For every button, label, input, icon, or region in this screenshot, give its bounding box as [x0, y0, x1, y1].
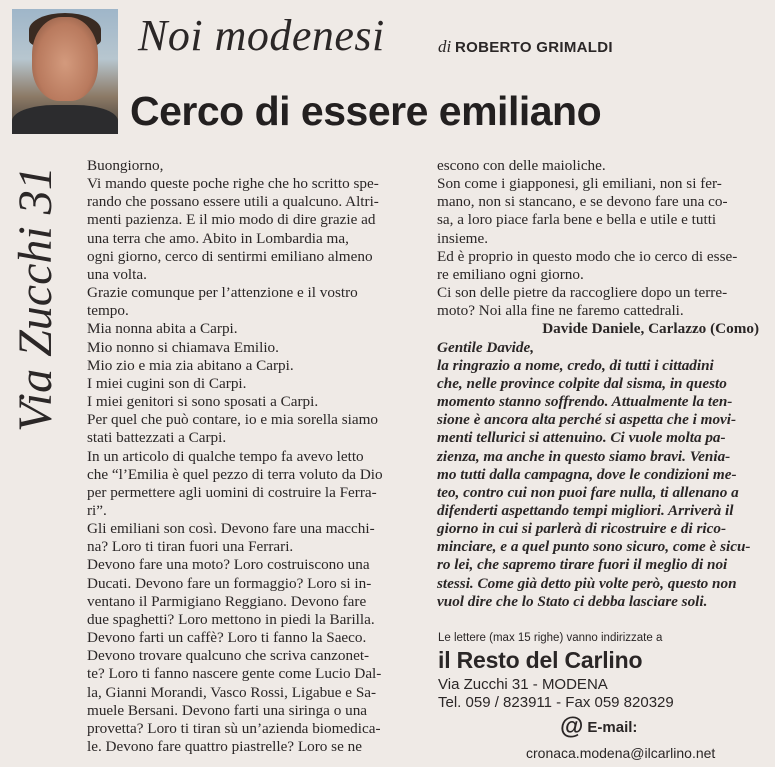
letter-line: Ed è proprio in questo modo che io cerco di esse-: [437, 247, 738, 265]
reply-line: momento stanno soffrendo. Attualmente la ten-: [437, 393, 733, 411]
reply-line: sione è ancora alta perché si aspetta che i movi-: [437, 411, 737, 429]
email-label: E-mail:: [587, 718, 638, 736]
email-address[interactable]: cronaca.modena@ilcarlino.net: [526, 745, 716, 761]
letter-line: Ci son delle pietre da raccogliere dopo un terre-: [437, 284, 728, 302]
letter-line: Mia nonna abita a Carpi.: [87, 320, 238, 338]
letter-line: la, Gianni Morandi, Vasco Rossi, Ligabue e Sa-: [87, 683, 377, 701]
letter-line: insieme.: [437, 229, 489, 247]
letter-line: Devono trovare qualcuno che scriva canzonet-: [87, 647, 370, 665]
letter-line: na? Loro ti tiran fuori una Ferrari.: [87, 538, 294, 556]
letter-line: rando che possano essere utili a qualcuno. Altri-: [87, 193, 379, 211]
reply-line: vuol dire che lo Stato ci debba lasciare soli.: [437, 592, 708, 610]
letter-line: ventano il Parmigiano Reggiano. Devono fare: [87, 592, 367, 610]
letter-line: escono con delle maioliche.: [437, 157, 606, 174]
at-sign-icon: @: [560, 713, 584, 740]
letter-line: I miei cugini son di Carpi.: [87, 374, 247, 392]
letter-line: menti pazienza. E il mio modo di dire grazie ad: [87, 211, 376, 229]
letter-line: per permettere agli uomini di costruire la Ferra-: [87, 483, 377, 501]
letter-line: mano, non si stancano, e se devono fare una co-: [437, 193, 728, 211]
reply-line: che, nelle province colpite dal sisma, in questo: [437, 374, 727, 392]
reply-line: zienza, ma anche in questo siamo bravi. Venia-: [437, 447, 731, 465]
reply-line: stessi. Come già detto più volte però, questo non: [437, 574, 737, 592]
letter-line: Vi mando queste poche righe che ho scritto spe-: [87, 175, 379, 193]
letter-line: Devono farti un caffè? Loro ti fanno la Saeco.: [87, 629, 367, 647]
letter-line: Grazie comunque per l’attenzione e il vostro: [87, 284, 358, 302]
reply-body: [437, 357, 767, 611]
letter-line: Mio zio e mia zia abitano a Carpi.: [87, 356, 294, 374]
reply-line: mo tutti dalla campagna, dove le condizioni me-: [437, 465, 737, 483]
letter-line: tempo.: [87, 302, 129, 320]
byline: [438, 37, 613, 57]
reply-line: ro lei, che sapremo tirare fuori il meglio di noi: [437, 556, 728, 574]
footer-note: Le lettere (max 15 righe) vanno indirizzate a: [438, 632, 663, 644]
letter-right-lines: [437, 157, 767, 320]
letter-line: ogni giorno, cerco di sentirmi emiliano almeno: [87, 247, 373, 265]
reply-line: minciare, e a quel punto sono sicuro, come è sicu-: [437, 538, 751, 556]
letter-line: Son come i giapponesi, gli emiliani, non si fer-: [437, 175, 722, 193]
letter-line: re emiliano ogni giorno.: [437, 265, 584, 283]
letter-line: Devono fare una moto? Loro costruiscono una: [87, 556, 370, 574]
author-photo-face: [32, 17, 98, 101]
author-name: ROBERTO GRIMALDI: [454, 39, 613, 56]
letter-line: le. Devono fare quattro piastrelle? Loro se ne: [87, 738, 362, 755]
reply-greeting: Gentile Davide,: [437, 338, 535, 356]
letter-line: Buongiorno,: [87, 157, 164, 174]
letter-line: moto? Noi alla fine ne faremo cattedrali.: [437, 302, 684, 320]
letter-line: una terra che amo. Abito in Lombardia ma,: [87, 229, 349, 247]
reply-line: teo, contro cui non puoi fare nulla, ti allenano a: [437, 483, 739, 501]
letter-line: una volta.: [87, 265, 147, 283]
letter-line: provetta? Loro ti tiran sù un’azienda biomedica-: [87, 719, 381, 737]
newspaper-name: il Resto del Carlino: [438, 647, 643, 673]
letter-line: sa, a loro piace farla bene e bella e utile e tutti: [437, 211, 717, 229]
letter-line: ri”.: [87, 501, 107, 519]
footer-address: Via Zucchi 31 - MODENA: [438, 676, 608, 693]
letter-line: Ducati. Devono fare un formaggio? Loro si in-: [87, 574, 372, 592]
letter-line: che “l’Emilia è quel pezzo di terra voluto da Dio: [87, 465, 383, 483]
column-title: Noi modenesi: [138, 11, 385, 60]
reply-line: difenderti aspettando tempi migliori. Arriverà il: [437, 501, 734, 519]
letter-line: In un articolo di qualche tempo fa avevo letto: [87, 447, 364, 465]
footer: [438, 632, 768, 761]
byline-prefix: di: [438, 37, 452, 56]
headline: Cerco di essere emiliano: [130, 88, 602, 134]
author-photo-shirt: [12, 105, 118, 134]
letter-line: muele Bersani. Devono farti una siringa o una: [87, 701, 368, 719]
letter-signature: Davide Daniele, Carlazzo (Como): [542, 320, 759, 338]
reply-line: menti tellurici si attenuino. Ci vuole molta pa-: [437, 429, 726, 447]
author-photo: [12, 9, 118, 134]
vertical-address: Via Zucchi 31: [9, 166, 62, 432]
letter-line: I miei genitori si sono sposati a Carpi.: [87, 393, 319, 411]
reply-line: giorno in cui si parlerà di ricostruire e di rico-: [437, 520, 727, 538]
letter-line: due spaghetti? Loro mettono in piedi la Barilla.: [87, 610, 375, 628]
letter-line: Gli emiliani son così. Devono fare una macchi-: [87, 520, 375, 538]
letter-left-column: [87, 157, 427, 756]
letter-line: Per quel che può contare, io e mia sorella siamo: [87, 411, 378, 429]
letter-line: stati battezzati a Carpi.: [87, 429, 227, 447]
footer-phone-fax: Tel. 059 / 823911 - Fax 059 820329: [438, 694, 674, 711]
email-row: [438, 713, 768, 740]
letter-right-column: [437, 157, 767, 611]
letter-line: Mio nonno si chiamava Emilio.: [87, 338, 279, 356]
letter-line: te? Loro ti fanno nascere gente come Lucio Dal-: [87, 665, 382, 683]
reply-line: la ringrazio a nome, credo, di tutti i cittadini: [437, 356, 714, 374]
